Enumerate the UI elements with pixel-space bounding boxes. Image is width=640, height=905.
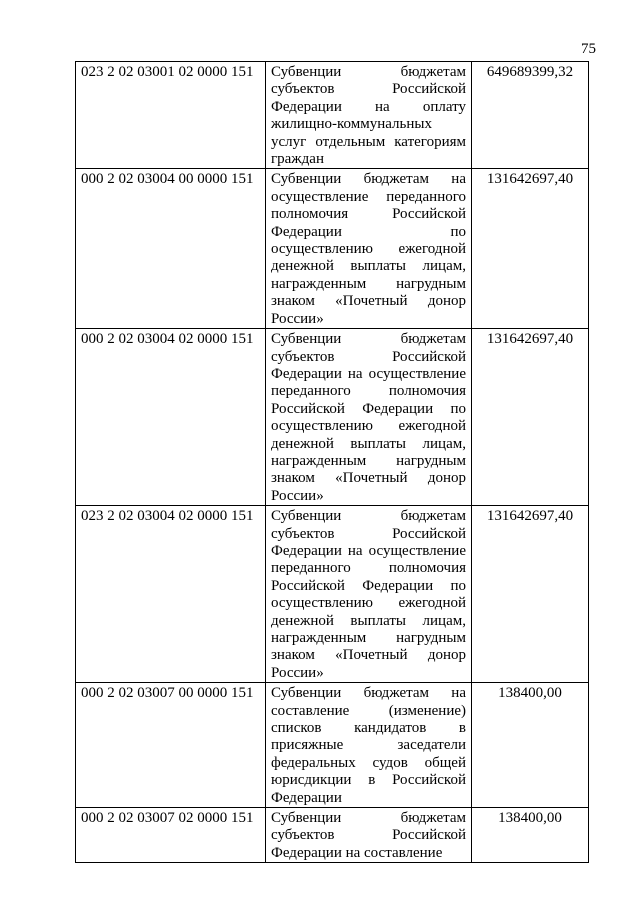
description-line: Субвенции бюджетам [271, 810, 466, 827]
description-line: осуществление переданного [271, 188, 466, 205]
description-cell [266, 329, 472, 506]
amount-cell: 138400,00 [472, 683, 589, 808]
description-line: осуществлению ежегодной [271, 241, 466, 258]
description-line: Российской Федерации по [271, 400, 466, 417]
table-row [76, 329, 589, 506]
budget-code-cell: 000 2 02 03004 00 0000 151 [76, 169, 266, 329]
description-line: денежной выплаты лицам, [271, 258, 466, 275]
description-cell [266, 506, 472, 683]
table-row [76, 808, 589, 863]
description-line: России» [271, 487, 324, 504]
description-line: полномочия Российской [271, 206, 466, 223]
description-line: субъектов Российской [271, 81, 466, 98]
description-line: присяжные заседатели [271, 737, 466, 754]
description-line: Субвенции бюджетам [271, 64, 466, 80]
description-line: Федерации на осуществление [271, 365, 466, 382]
description-line: Федерации на осуществление [271, 542, 466, 559]
table-row [76, 62, 589, 169]
description-cell [266, 169, 472, 329]
description-line: услуг отдельным категориям [271, 133, 466, 150]
description-line: субъектов Российской [271, 525, 466, 542]
description-cell [266, 683, 472, 808]
description-line: награжденным нагрудным [271, 452, 466, 469]
description-line: субъектов Российской [271, 348, 466, 365]
budget-code-cell: 000 2 02 03007 02 0000 151 [76, 808, 266, 863]
amount-cell: 649689399,32 [472, 62, 589, 169]
amount-cell: 138400,00 [472, 808, 589, 863]
description-line: юрисдикции в Российской [271, 772, 466, 789]
description-line: награжденным нагрудным [271, 275, 466, 292]
description-line: Российской Федерации по [271, 577, 466, 594]
description-line: Субвенции бюджетам на [271, 171, 466, 188]
table-body [76, 62, 589, 863]
description-line: субъектов Российской [271, 827, 466, 844]
description-cell [266, 808, 472, 863]
description-line: составление (изменение) [271, 702, 466, 719]
description-line: жилищно-коммунальных [271, 116, 432, 133]
table-row [76, 506, 589, 683]
description-line: Федерации на оплату [271, 98, 466, 115]
amount-cell: 131642697,40 [472, 506, 589, 683]
budget-code-cell: 000 2 02 03007 00 0000 151 [76, 683, 266, 808]
description-line: граждан [271, 151, 324, 168]
description-line: знаком «Почетный донор [271, 470, 466, 487]
page-number: 75 [581, 41, 596, 57]
budget-table [75, 61, 589, 863]
description-line: Субвенции бюджетам на [271, 685, 466, 702]
description-line: России» [271, 310, 324, 327]
description-line: знаком «Почетный донор [271, 647, 466, 664]
table-row [76, 169, 589, 329]
description-line: осуществлению ежегодной [271, 418, 466, 435]
description-line: федеральных судов общей [271, 754, 466, 771]
description-line: переданного полномочия [271, 383, 466, 400]
description-line: Федерации по [271, 223, 466, 240]
description-line: награжденным нагрудным [271, 630, 466, 646]
amount-cell: 131642697,40 [472, 169, 589, 329]
description-line: денежной выплаты лицам, [271, 612, 466, 629]
description-line: Субвенции бюджетам [271, 331, 466, 348]
description-line: переданного полномочия [271, 560, 466, 577]
budget-code-cell: 023 2 02 03004 02 0000 151 [76, 506, 266, 683]
description-line: денежной выплаты лицам, [271, 435, 466, 452]
description-line: Федерации [271, 789, 342, 806]
budget-code-cell: 023 2 02 03001 02 0000 151 [76, 62, 266, 169]
description-line: Субвенции бюджетам [271, 508, 466, 525]
description-line: России» [271, 664, 324, 681]
description-cell [266, 62, 472, 169]
description-line: знаком «Почетный донор [271, 293, 466, 310]
amount-cell: 131642697,40 [472, 329, 589, 506]
budget-code-cell: 000 2 02 03004 02 0000 151 [76, 329, 266, 506]
description-line: осуществлению ежегодной [271, 595, 466, 612]
table-row [76, 683, 589, 808]
description-line: списков кандидатов в [271, 720, 466, 737]
description-line: Федерации на составление [271, 844, 443, 861]
